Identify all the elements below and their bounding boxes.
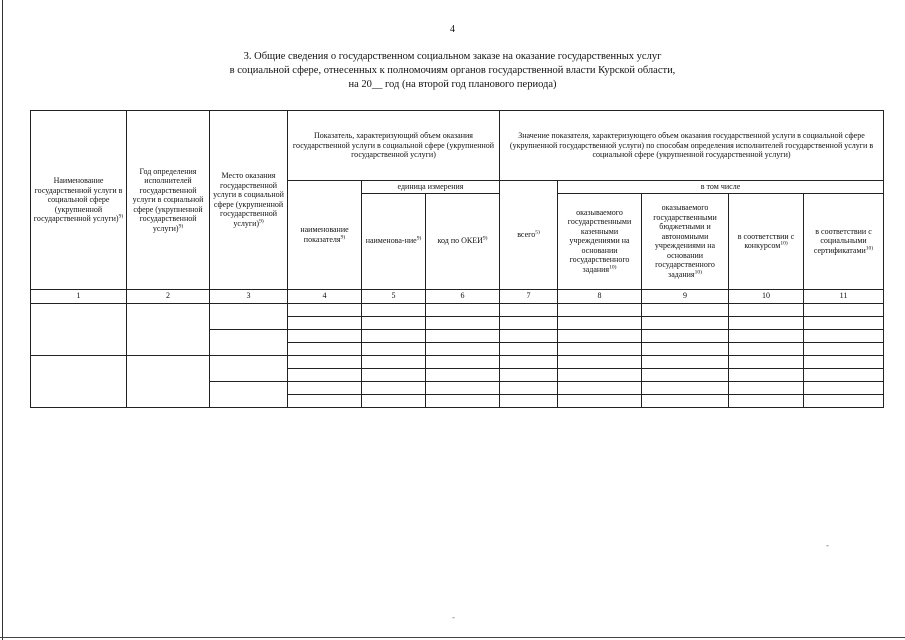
column-number: 3 [210,289,288,303]
table-cell[interactable] [362,368,426,381]
section-heading [0,50,905,92]
header-including: в том числе [558,181,884,194]
table-cell[interactable] [804,303,884,316]
table-cell[interactable] [426,329,500,342]
table-cell[interactable] [426,355,500,368]
header-determination-year: Год определения исполнителей государственной услуги в социальной сфере (укрупненной государственной услуги)$^{9)}$ [127,111,210,290]
table-cell[interactable] [558,342,642,355]
table-cell[interactable] [288,342,362,355]
table-cell[interactable] [500,381,558,394]
table-row [31,303,884,316]
page-left-edge [2,0,3,640]
table-cell[interactable] [362,342,426,355]
table-cell[interactable] [642,342,729,355]
table-cell[interactable] [558,355,642,368]
table-cell[interactable] [362,381,426,394]
table-cell[interactable] [804,355,884,368]
service-name-cell[interactable] [31,355,127,407]
table-cell[interactable] [642,329,729,342]
year-cell[interactable] [127,303,210,355]
table-cell[interactable] [729,368,804,381]
table-cell[interactable] [362,303,426,316]
table-cell[interactable] [804,381,884,394]
header-total: всего$^{5)}$ [500,181,558,290]
table-cell[interactable] [642,381,729,394]
table-cell[interactable] [500,303,558,316]
table-cell[interactable] [500,342,558,355]
column-number: 1 [31,289,127,303]
table-cell[interactable] [500,368,558,381]
table-cell[interactable] [362,316,426,329]
column-number: 7 [500,289,558,303]
table-cell[interactable] [729,316,804,329]
header-by-certificates: в соответствии с социальными сертификатами$^{10)}$ [804,193,884,289]
table-cell[interactable] [729,329,804,342]
column-number: 8 [558,289,642,303]
column-number: 9 [642,289,729,303]
table-cell[interactable] [729,342,804,355]
year-cell[interactable] [127,355,210,407]
header-indicator-name: наименование показателя$^{9)}$ [288,181,362,290]
table-cell[interactable] [558,368,642,381]
header-budget-autonomous: оказываемого государственными бюджетными и автономными учреждениями на основании государственного задания$^{10)}$ [642,193,729,289]
column-number: 6 [426,289,500,303]
header-state-institutions: оказываемого государственными казенными учреждениями на основании государственного задания$^{10)}$ [558,193,642,289]
table-cell[interactable] [288,394,362,407]
table-cell[interactable] [500,394,558,407]
header-value-group: Значение показателя, характеризующего объем оказания государственной услуги в социальной сфере (укрупненной государственной услуги) по способам определения исполнителей государственной услуги в социальной сфере (укрупненной государственной услуги) [500,111,884,181]
table-cell[interactable] [804,368,884,381]
column-number-row [31,289,884,303]
table-cell[interactable] [426,381,500,394]
table-cell[interactable] [558,381,642,394]
place-cell[interactable] [210,355,288,381]
table-cell[interactable] [558,394,642,407]
column-number: 10 [729,289,804,303]
scan-mark: - [452,612,455,622]
header-service-place: Место оказания государственной услуги в социальной сфере (укрупненной государственной услуги)$^{9)}$ [210,111,288,290]
header-okei-code: код по ОКЕИ$^{9)}$ [426,193,500,289]
table-cell[interactable] [804,329,884,342]
table-cell[interactable] [362,394,426,407]
table-cell[interactable] [642,316,729,329]
table-cell[interactable] [804,394,884,407]
table-cell[interactable] [729,394,804,407]
table-cell[interactable] [729,303,804,316]
page-number: 4 [450,24,455,35]
table-cell[interactable] [500,329,558,342]
table-cell[interactable] [642,394,729,407]
heading-line-2: в социальной сфере, отнесенных к полномочиям органов государственной власти Курской области, [229,65,676,76]
service-name-cell[interactable] [31,303,127,355]
table-cell[interactable] [804,316,884,329]
page-bottom-edge [0,637,905,638]
table-cell[interactable] [500,316,558,329]
header-by-competition: в соответствии с конкурсом$^{10)}$ [729,193,804,289]
table-row [31,355,884,368]
table-cell[interactable] [288,368,362,381]
table-cell[interactable] [288,316,362,329]
header-indicator-group: Показатель, характеризующий объем оказания государственной услуги в социальной сфере (укрупненной государственной услуги) [288,111,500,181]
table-cell[interactable] [426,303,500,316]
column-number: 4 [288,289,362,303]
table-cell[interactable] [426,342,500,355]
heading-line-1: 3. Общие сведения о государственном социальном заказе на оказание государственных услуг [243,51,662,62]
table-cell[interactable] [804,342,884,355]
place-cell[interactable] [210,381,288,407]
table-cell[interactable] [642,355,729,368]
table-cell[interactable] [288,381,362,394]
table-cell[interactable] [288,303,362,316]
table-cell[interactable] [426,316,500,329]
table-cell[interactable] [288,329,362,342]
column-number: 2 [127,289,210,303]
table-cell[interactable] [642,303,729,316]
table-cell[interactable] [729,381,804,394]
header-unit-of-measure: единица измерения [362,181,500,194]
table-cell[interactable] [558,303,642,316]
table-cell[interactable] [729,355,804,368]
table-cell[interactable] [642,368,729,381]
table-cell[interactable] [558,329,642,342]
heading-line-3: на 20__ год (на второй год планового периода) [348,79,557,90]
table-cell[interactable] [362,355,426,368]
place-cell[interactable] [210,329,288,355]
table-cell[interactable] [558,316,642,329]
header-service-name: Наименование государственной услуги в социальной сфере (укрупненной государственной услуги)$^{9)}$ [31,111,127,290]
place-cell[interactable] [210,303,288,329]
column-number: 11 [804,289,884,303]
table-cell[interactable] [426,394,500,407]
header-unit-name: наименова-ние$^{9)}$ [362,193,426,289]
table-cell[interactable] [362,329,426,342]
column-number: 5 [362,289,426,303]
table-cell[interactable] [500,355,558,368]
social-order-table [30,110,884,408]
table-cell[interactable] [426,368,500,381]
table-cell[interactable] [288,355,362,368]
scan-mark: - [826,540,829,550]
